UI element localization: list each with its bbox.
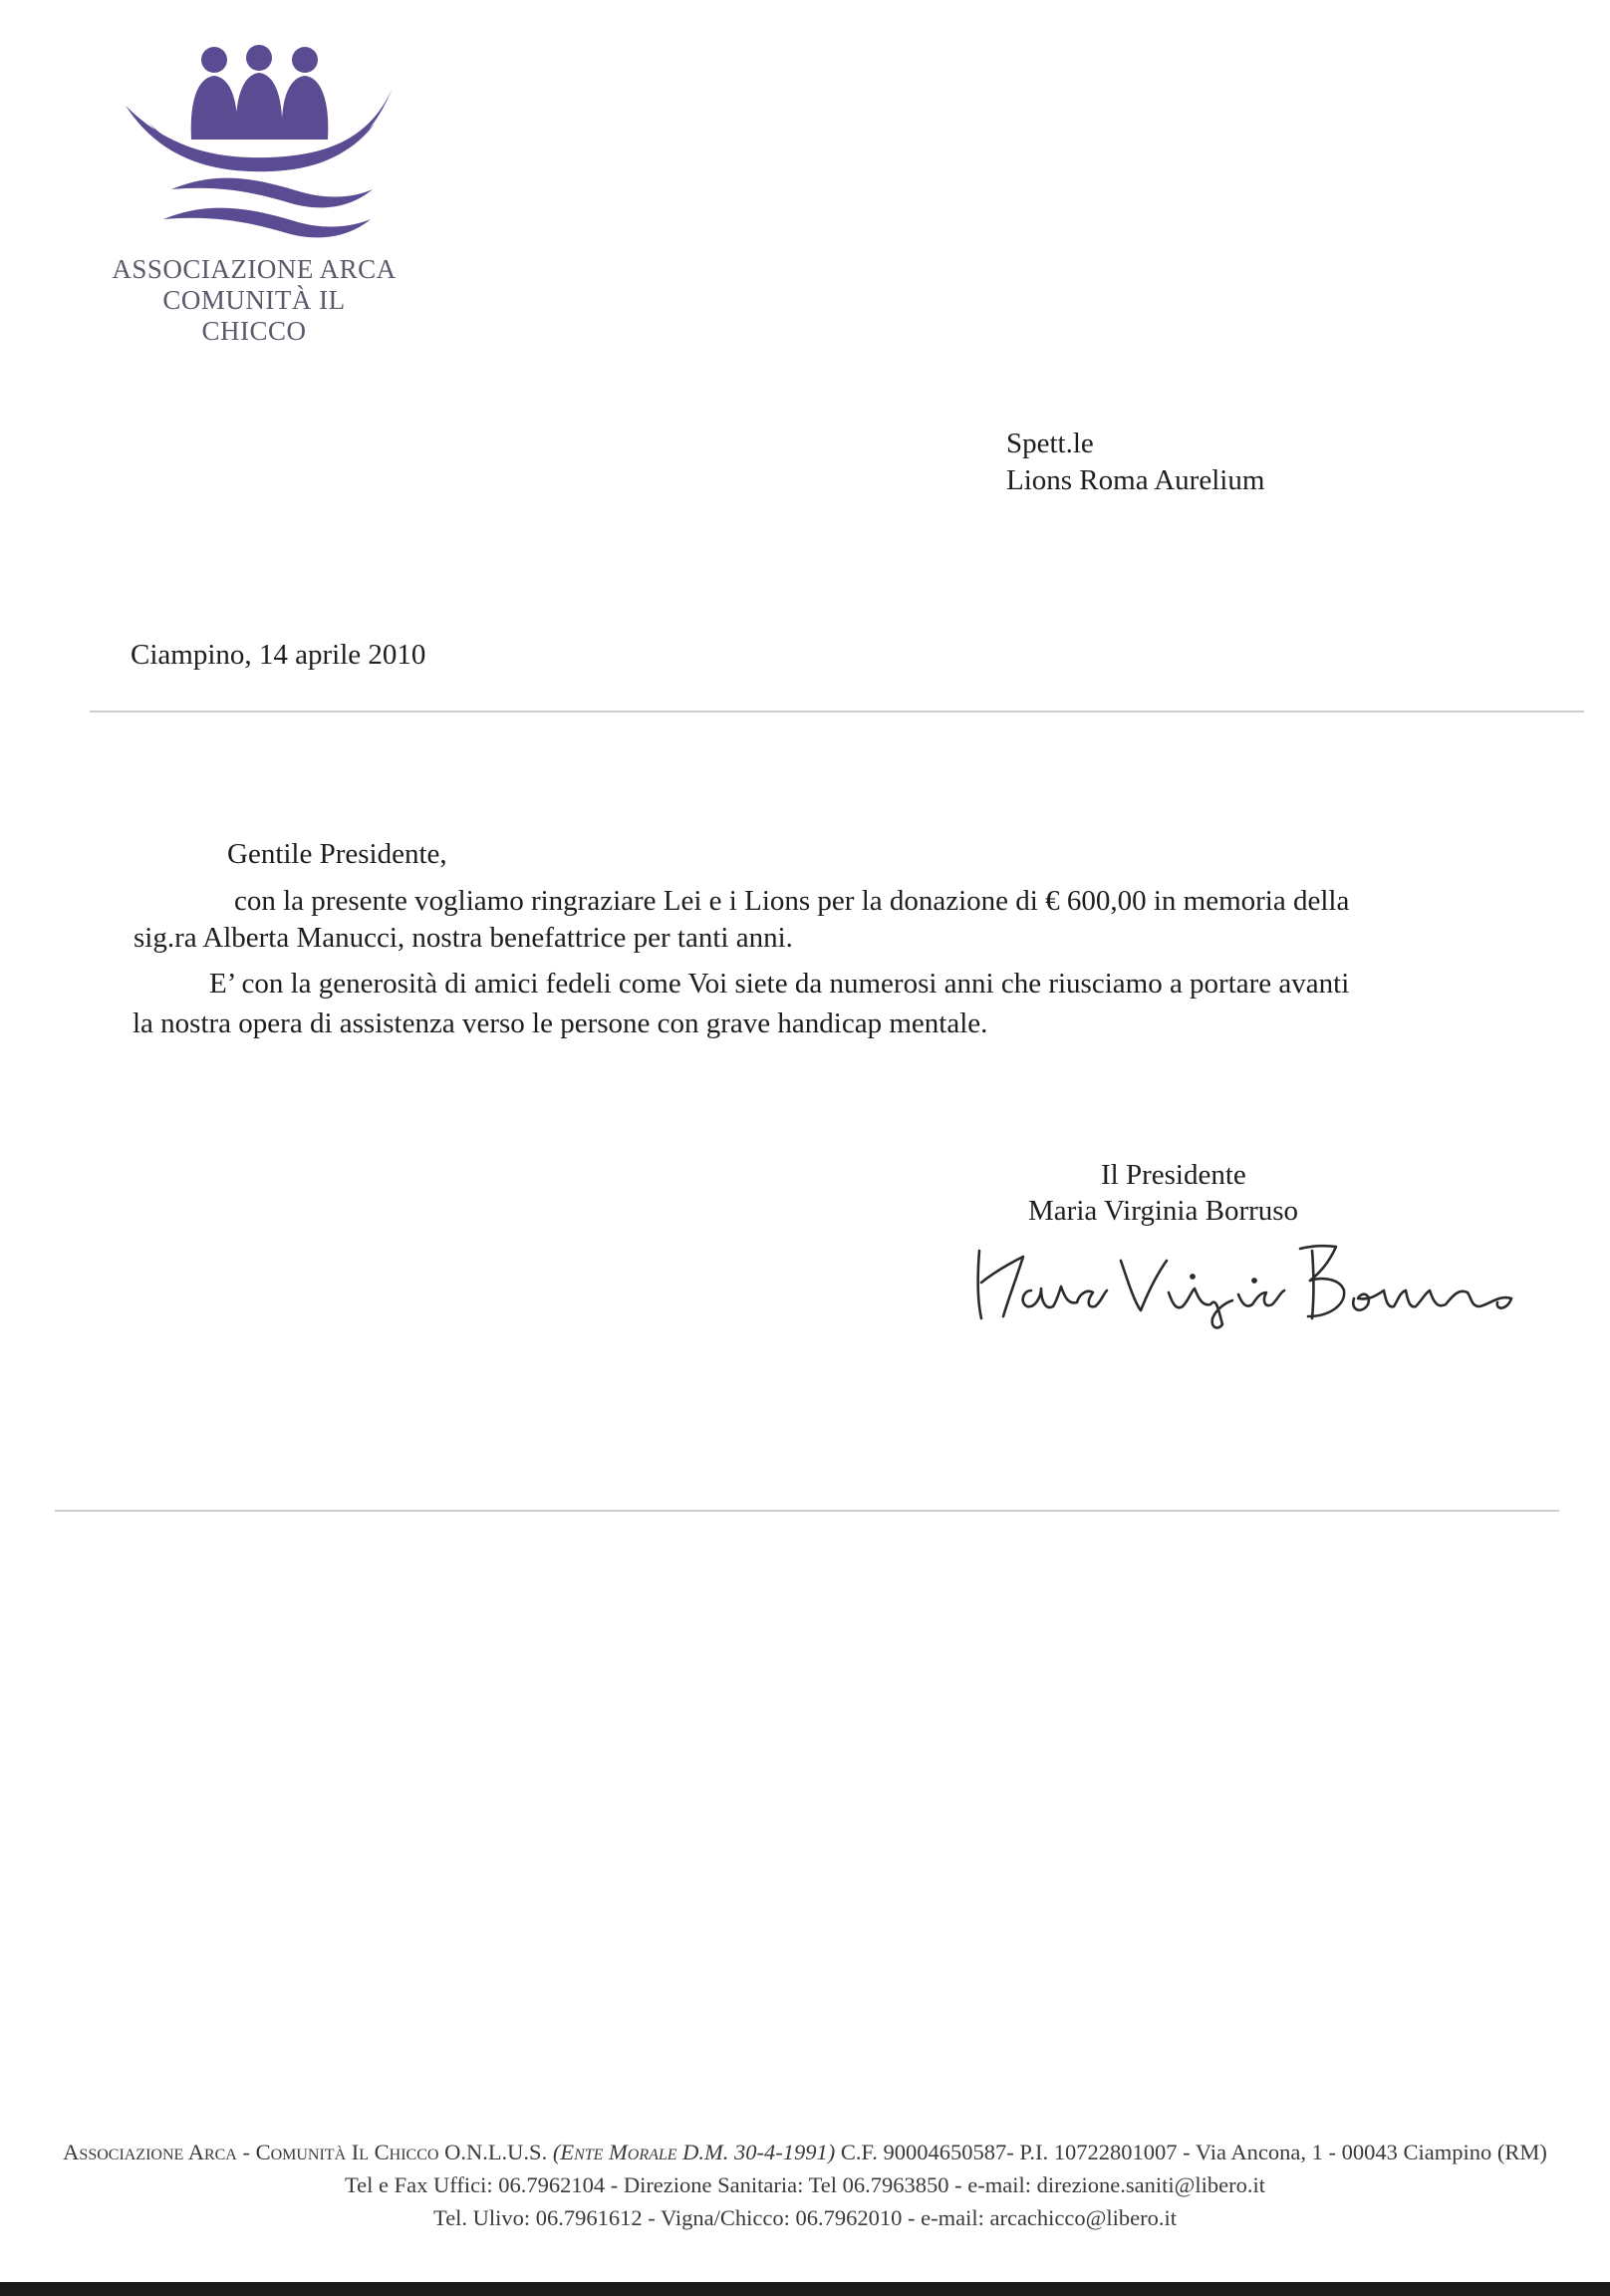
closing-name: Maria Virginia Borruso — [1028, 1195, 1299, 1227]
footer-line-3: Tel. Ulivo: 06.7961612 - Vigna/Chicco: 06.7962010 - e-mail: arcachicco@libero.it — [433, 2205, 1177, 2230]
handwritten-signature-icon — [961, 1221, 1529, 1330]
paragraph-2-line-1: E’ con la generosità di amici fedeli come Voi siete da numerosi anni che riusciamo a portare avanti — [209, 968, 1350, 1000]
date-line: Ciampino, 14 aprile 2010 — [131, 639, 426, 671]
scan-edge — [0, 2282, 1610, 2296]
paragraph-1-line-2: sig.ra Alberta Manucci, nostra benefattrice per tanti anni. — [134, 922, 793, 954]
fold-line — [55, 1510, 1559, 1512]
footer-ids-address: C.F. 90004650587- P.I. 10722801007 - Via Ancona, 1 - 00043 Ciampino (RM) — [840, 2140, 1547, 2164]
recipient-line-1: Spett.le — [1006, 428, 1094, 459]
org-name-line-1: ASSOCIAZIONE ARCA — [112, 254, 397, 284]
fold-line — [90, 711, 1584, 713]
paragraph-2-line-2: la nostra opera di assistenza verso le persone con grave handicap mentale. — [133, 1007, 988, 1039]
org-name-line-2: COMUNITÀ IL CHICCO — [162, 285, 346, 346]
paragraph-1-line-1: con la presente vogliamo ringraziare Lei e i Lions per la donazione di € 600,00 in memoria della — [234, 885, 1350, 917]
ark-with-three-figures-icon — [120, 40, 408, 254]
footer-ente: (Ente Morale D.M. 30-4-1991) — [552, 2140, 836, 2164]
salutation: Gentile Presidente, — [227, 838, 447, 870]
footer-line-2: Tel e Fax Uffici: 06.7962104 - Direzione Sanitaria: Tel 06.7963850 - e-mail: direzione.saniti@libero.it — [344, 2172, 1265, 2197]
recipient-line-2: Lions Roma Aurelium — [1006, 464, 1265, 496]
footer-org: Associazione Arca - Comunità Il Chicco O.N.L.U.S. — [63, 2140, 548, 2164]
closing-title: Il Presidente — [1101, 1159, 1246, 1191]
footer-line-1 — [60, 2138, 1550, 2167]
